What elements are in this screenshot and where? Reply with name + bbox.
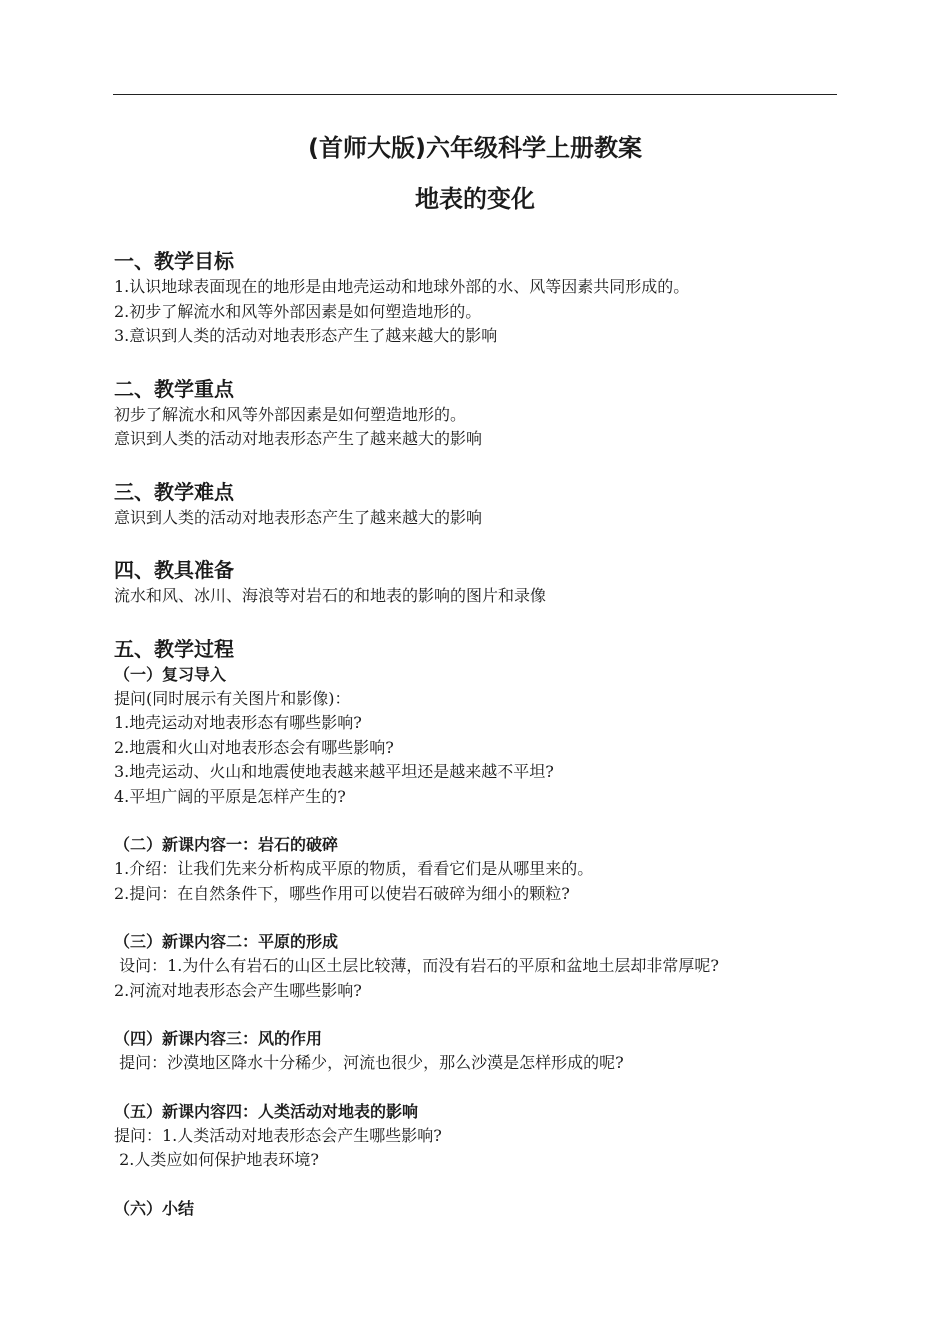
review-line: 4.平坦广阔的平原是怎样产生的? bbox=[114, 786, 346, 806]
section-heading-objectives: 一、教学目标 bbox=[114, 249, 234, 273]
section-heading-difficulties: 三、教学难点 bbox=[114, 479, 234, 504]
human-impact-line: 提问：1.人类活动对地表形态会产生哪些影响? bbox=[114, 1125, 442, 1145]
wind-line: 提问：沙漠地区降水十分稀少，河流也很少，那么沙漠是怎样形成的呢? bbox=[114, 1053, 624, 1072]
difficulty-line: 意识到人类的活动对地表形态产生了越来越大的影响 bbox=[114, 507, 483, 527]
objective-line: 1.认识地球表面现在的地形是由地壳运动和地球外部的水、风等因素共同形成的。 bbox=[114, 277, 690, 296]
section-heading-process: 五、教学过程 bbox=[114, 636, 234, 661]
subsection-heading-rock-breaking: （二）新课内容一：岩石的破碎 bbox=[114, 835, 339, 854]
review-line: 1.地壳运动对地表形态有哪些影响? bbox=[114, 713, 362, 732]
rock-breaking-line: 2.提问：在自然条件下，哪些作用可以使岩石破碎为细小的颗粒? bbox=[114, 883, 570, 903]
objective-line: 2.初步了解流水和风等外部因素是如何塑造地形的。 bbox=[114, 301, 482, 321]
key-point-line: 初步了解流水和风等外部因素是如何塑造地形的。 bbox=[114, 404, 467, 424]
rock-breaking-line: 1.介绍：让我们先来分析构成平原的物质，看看它们是从哪里来的。 bbox=[114, 859, 594, 878]
subsection-heading-wind: （四）新课内容三：风的作用 bbox=[114, 1029, 323, 1048]
subsection-heading-plain-formation: （三）新课内容二：平原的形成 bbox=[114, 932, 339, 951]
key-point-line: 意识到人类的活动对地表形态产生了越来越大的影响 bbox=[114, 429, 483, 448]
subsection-heading-human-impact: （五）新课内容四：人类活动对地表的影响 bbox=[114, 1101, 419, 1121]
materials-line: 流水和风、冰川、海浪等对岩石的和地表的影响的图片和录像 bbox=[114, 586, 547, 605]
human-impact-line: 2.人类应如何保护地表环境? bbox=[114, 1150, 319, 1169]
review-line: 3.地壳运动、火山和地震使地表越来越平坦还是越来越不平坦? bbox=[114, 762, 554, 781]
document-body bbox=[114, 247, 854, 1221]
review-line: 提问(同时展示有关图片和影像)： bbox=[114, 688, 351, 708]
plain-formation-line: 设问：1.为什么有岩石的山区土层比较薄，而没有岩石的平原和盆地土层却非常厚呢? bbox=[114, 956, 719, 975]
document-subtitle: 地表的变化 bbox=[415, 185, 535, 213]
section-heading-materials: 四、教具准备 bbox=[114, 558, 234, 582]
review-line: 2.地震和火山对地表形态会有哪些影响? bbox=[114, 737, 394, 757]
document-title: (首师大版)六年级科学上册教案 bbox=[308, 134, 642, 162]
subsection-heading-summary: （六）小结 bbox=[114, 1198, 195, 1218]
section-heading-key-points: 二、教学重点 bbox=[114, 376, 234, 401]
header-rule bbox=[113, 94, 837, 95]
plain-formation-line: 2.河流对地表形态会产生哪些影响? bbox=[114, 980, 362, 1000]
subsection-heading-review: （一）复习导入 bbox=[114, 664, 227, 684]
objective-line: 3.意识到人类的活动对地表形态产生了越来越大的影响 bbox=[114, 326, 498, 345]
